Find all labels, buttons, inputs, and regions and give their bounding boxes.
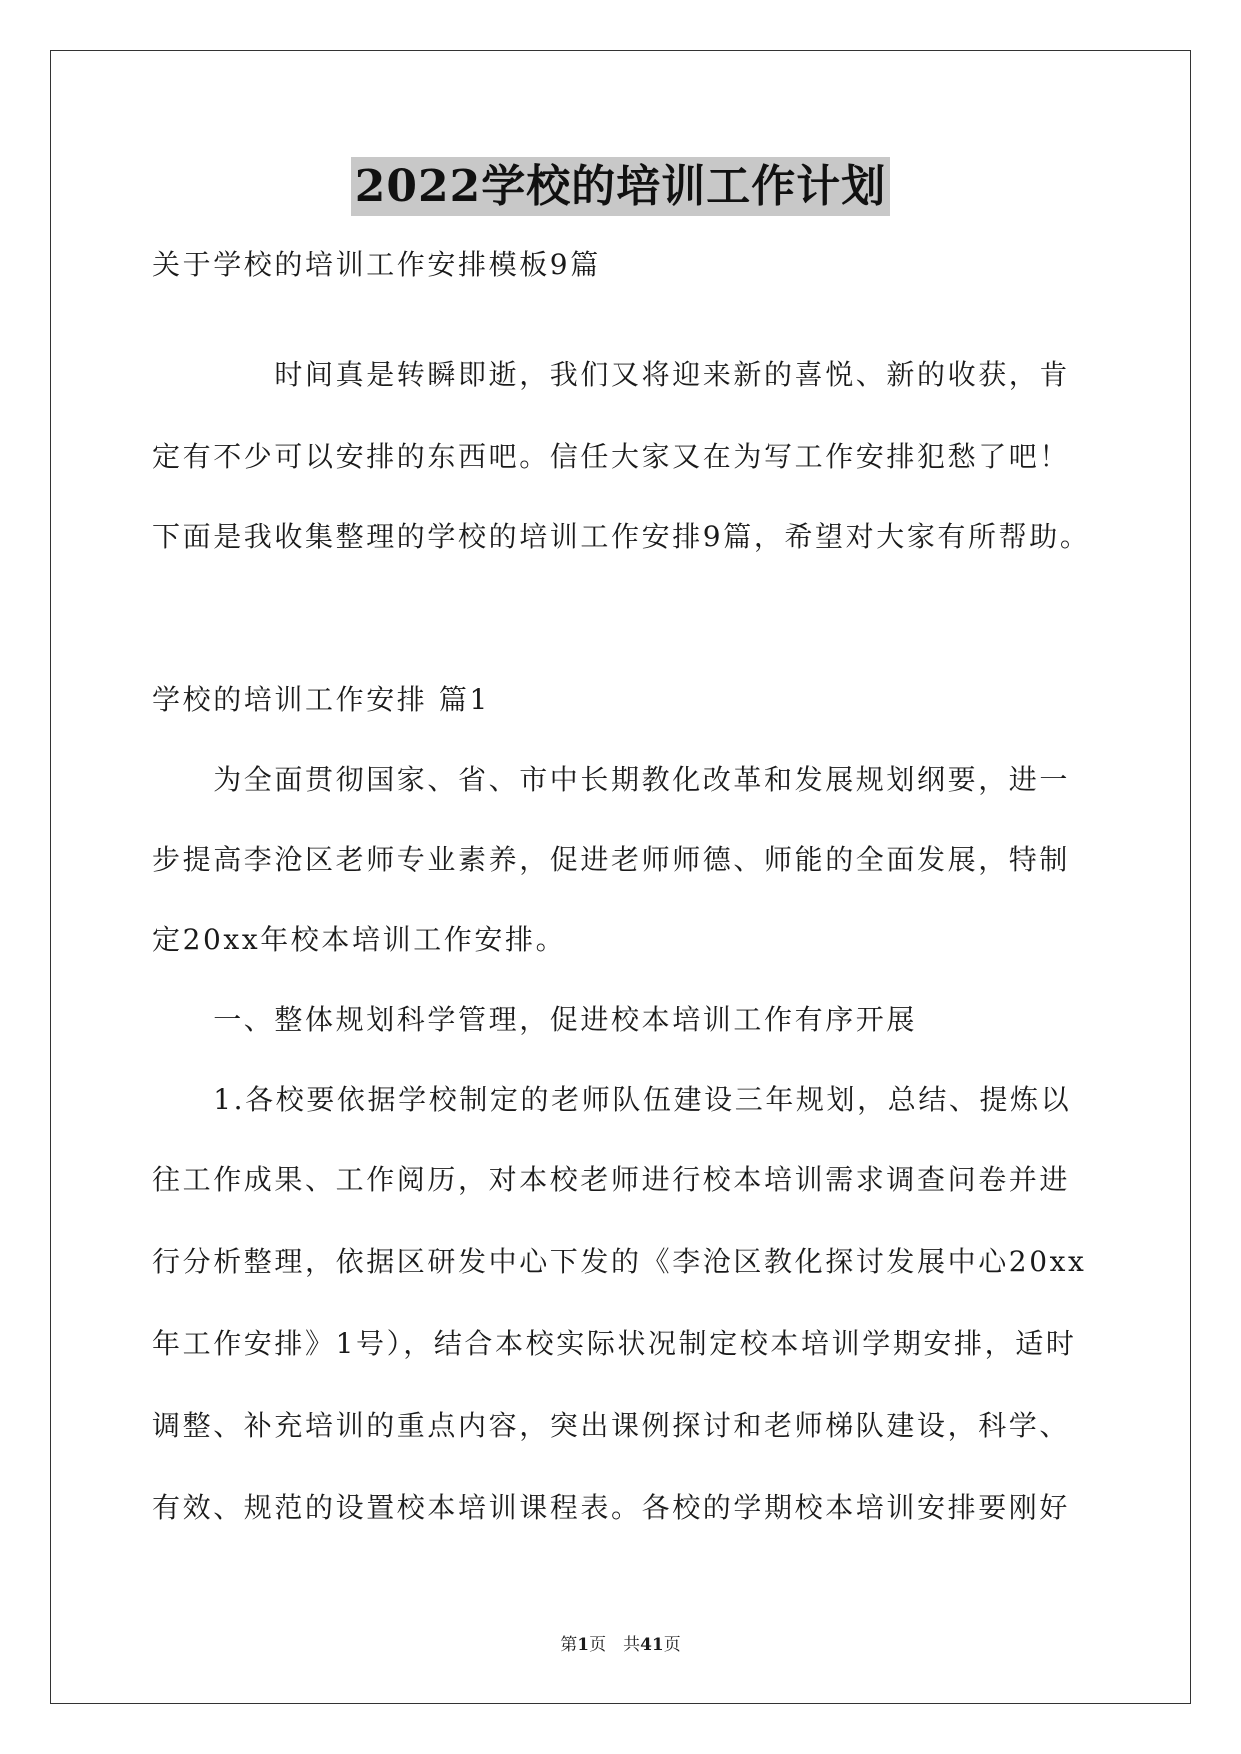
footer-page-number: 1 [577, 1635, 590, 1655]
paragraph-line: 为全面贯彻国家、省、市中长期教化改革和发展规划纲要，进一 [152, 763, 1071, 796]
paragraph-line: 时间真是转瞬即逝，我们又将迎来新的喜悦、新的收获，肯 [152, 358, 1071, 391]
footer-total-pages: 41 [640, 1635, 664, 1655]
page-footer [0, 1630, 1241, 1655]
paragraph-line: 调整、补充培训的重点内容，突出课例探讨和老师梯队建设，科学、 [152, 1409, 1071, 1442]
footer-suffix: 页 [663, 1635, 681, 1655]
footer-mid: 页 共 [589, 1635, 641, 1655]
paragraph-line: 行分析整理，依据区研发中心下发的《李沧区教化探讨发展中心20xx [152, 1245, 1087, 1278]
footer-prefix: 第 [560, 1635, 578, 1655]
paragraph-line: 定20xx年校本培训工作安排。 [152, 923, 567, 956]
document-title [0, 150, 1241, 214]
subtitle-line: 关于学校的培训工作安排模板9篇 [152, 248, 601, 281]
paragraph-line: 定有不少可以安排的东西吧。信任大家又在为写工作安排犯愁了吧！ [152, 440, 1071, 473]
paragraph-line: 1.各校要依据学校制定的老师队伍建设三年规划，总结、提炼以 [152, 1083, 1072, 1116]
title-text: 2022学校的培训工作计划 [351, 157, 890, 216]
paragraph-line: 有效、规范的设置校本培训课程表。各校的学期校本培训安排要刚好 [152, 1491, 1071, 1524]
paragraph-line: 年工作安排》1号），结合本校实际状况制定校本培训学期安排，适时 [152, 1327, 1077, 1360]
paragraph-line: 步提高李沧区老师专业素养，促进老师师德、师能的全面发展，特制 [152, 843, 1071, 876]
paragraph-line: 往工作成果、工作阅历，对本校老师进行校本培训需求调查问卷并进 [152, 1163, 1071, 1196]
paragraph-line: 一、整体规划科学管理，促进校本培训工作有序开展 [152, 1003, 918, 1036]
paragraph-line: 下面是我收集整理的学校的培训工作安排9篇，希望对大家有所帮助。 [152, 520, 1091, 553]
section-heading: 学校的培训工作安排 篇1 [152, 683, 490, 716]
